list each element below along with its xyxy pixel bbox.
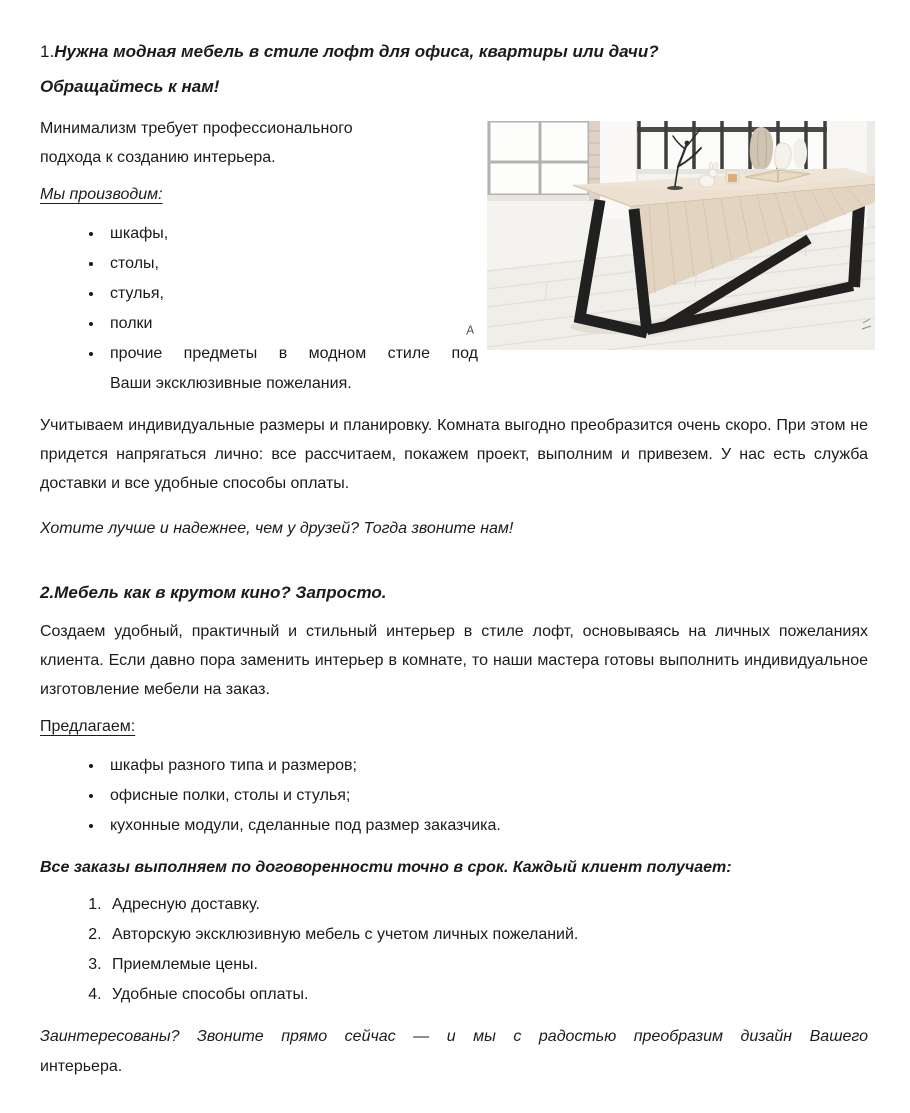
section1-narrow-column [40,114,478,399]
intro-paragraph: Минимализм требует профессионального подхода к созданию интерьера. [40,120,353,166]
list-item: 1. Адресную доставку. [106,890,868,920]
list-item: • стулья, [104,279,478,309]
document-content [40,0,868,1082]
produce-list [40,219,478,399]
stray-corner-mark: A [465,322,475,338]
list-item: • кухонные модули, сделанные под размер заказчика. [104,811,868,841]
list-item: • столы, [104,249,478,279]
list-item-line1: • прочие предметы в модном стиле под [110,345,478,362]
closing-line2: интерьера. [40,1058,123,1075]
closing-paragraph [40,1022,868,1082]
section2-heading: 2.Мебель как в крутом кино? Запросто. [40,583,387,602]
list-item [104,339,478,399]
list-item: 4. Удобные способы оплаты. [106,980,868,1010]
section1-heading [40,34,680,104]
benefits-list [40,890,868,1010]
list-item: • шкафы, [104,219,478,249]
list-item: 2. Авторскую эксклюзивную мебель с учетом личных пожеланий. [106,920,868,950]
section1-heading-number: 1. [40,42,55,61]
section1-cta: Хотите лучше и надежнее, чем у друзей? Тогда звоните нам! [40,520,514,537]
produce-label: Мы производим: [40,186,163,203]
list-item: 3. Приемлемые цены. [106,950,868,980]
list-item: • полки [104,309,478,339]
section1-heading-text: Нужна модная мебель в стиле лофт для офиса, квартиры или дачи? Обращайтесь к нам! [40,42,659,96]
promise-line: Все заказы выполняем по договоренности точно в срок. Каждый клиент получает: [40,859,732,876]
section1-paragraph: Учитываем индивидуальные размеры и планировку. Комната выгодно преобразится очень скоро. При этом не придется напрягаться лично: все рассчитаем, покажем проект, выполним и привезем. У нас есть служба доставки и все удобные способы оплаты. [40,417,868,492]
list-item: • шкафы разного типа и размеров; [104,751,868,781]
list-item: • офисные полки, столы и стулья; [104,781,868,811]
closing-line1: Заинтересованы? Звоните прямо сейчас — и мы с радостью преобразим дизайн Вашего [40,1028,868,1045]
offer-label: Предлагаем: [40,718,136,735]
offer-list [40,751,868,841]
list-item-line2: Ваши эксклюзивные пожелания. [110,375,352,392]
section2-paragraph: Создаем удобный, практичный и стильный интерьер в стиле лофт, основываясь на личных пожеланиях клиента. Если давно пора заменить интерьер в комнате, то наши мастера готовы выполнить индивидуальное изготовление мебели на заказ. [40,623,868,698]
